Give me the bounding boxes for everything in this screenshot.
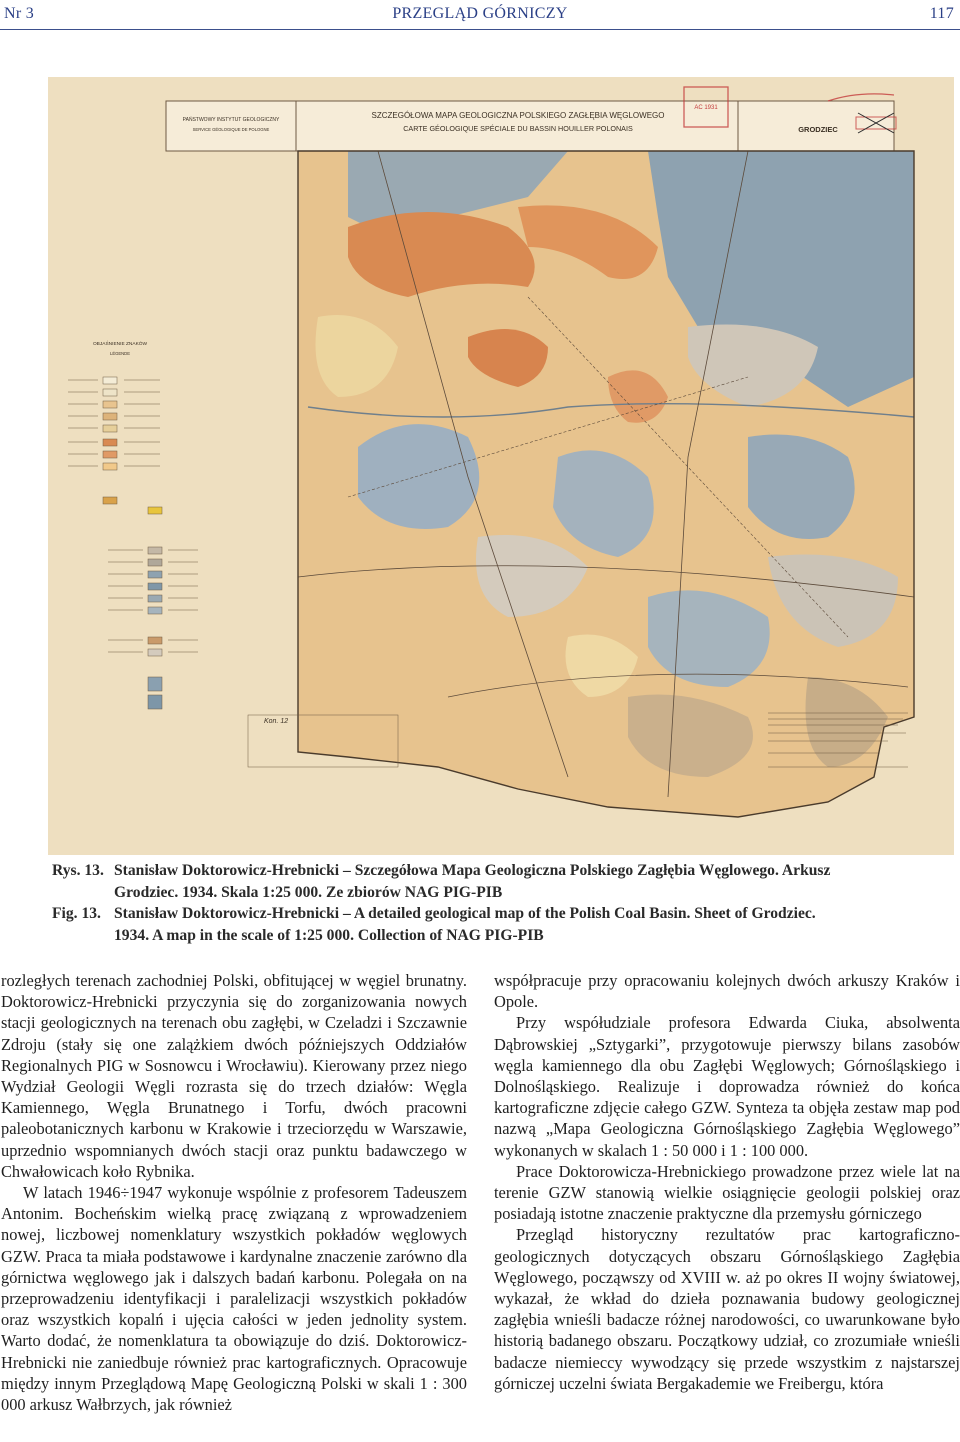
map-legend-heading: OBJAŚNIENIE ZNAKÓW xyxy=(92,342,148,347)
map-title-fr: CARTE GÉOLOGIQUE SPÉCIALE DU BASSIN HOUILLER POLONAIS xyxy=(403,124,633,133)
caption-pl-label: Rys. 13. xyxy=(52,862,104,879)
map-institute-title: PAŃSTWOWY INSTYTUT GEOLOGICZNY xyxy=(182,117,280,123)
figure-caption xyxy=(52,860,932,946)
caption-pl xyxy=(52,860,932,882)
caption-en-label: Fig. 13. xyxy=(52,905,101,922)
right-paragraph-2: Przy współudziale profesora Edwarda Ciuka, absolwenta Dąbrowskiej „Sztygarki”, przygotowuje pierwszy bilans zasobów węgla kamiennego dla obu Zagłębi Węglowych; Górnośląskiego i Dolnośląskiego. Realizuje i doprowadza również do końca kartograficzne zdjęcie całego GZW. Synteza ta objęła zestaw map pod nazwą „Mapa Geologiczna Górnośląskiego Zagłębia Węglowego” wykonanych w skalach 1 : 50 000 i 1 : 100 000. xyxy=(494,1013,960,1160)
running-header xyxy=(0,0,960,30)
map-institute-subtitle: SERVICE GÉOLOGIQUE DE POLOGNE xyxy=(192,127,270,132)
map-handwritten-note: Kon. 12 xyxy=(264,718,289,725)
left-paragraph-2: W latach 1946÷1947 wykonuje wspólnie z profesorem Tadeuszem Antonim. Bocheńskim wielką pracę związaną z wprowadzeniem nowej, liczbowej nomenklatury wszystkich pokładów węglowych GZW. Praca ta miała podstawowe i kardynalne znaczenie zarówno dla górnictwa węglowego jak i dalszych badań karbonu. Polegała on na przeprowadzeniu identyfikacji i paralelizacji wszystkich pokładów oraz wszystkich kopalń i ujęcia całości w jeden jednolity system. Warto dodać, że nomenklatura ta obowiązuje do dziś. Doktorowicz-Hrebnicki nie zaniedbuje również prac kartograficznych. Opracowuje między innym Przeglądową Mapę Geologiczną Polski w skali 1 : 300 000 arkusz Wałbrzych, jak również xyxy=(1,1183,467,1415)
right-paragraph-1: współpracuje przy opracowaniu kolejnych dwóch arkuszy Kraków i Opole. xyxy=(494,971,960,1012)
caption-en xyxy=(52,903,932,925)
geological-map-image xyxy=(48,77,954,855)
caption-pl-line1: Stanisław Doktorowicz-Hrebnicki – Szczegółowa Mapa Geologiczna Polskiego Zagłębia Węglowego. Arkusz xyxy=(114,862,831,879)
page-number: 117 xyxy=(929,5,954,22)
caption-en-line1: Stanisław Doktorowicz-Hrebnicki – A detailed geological map of the Polish Coal Basin. Sheet of Grodziec. xyxy=(114,905,816,922)
right-paragraph-4: Przegląd historyczny rezultatów prac kartograficzno-geologicznych dotyczących obszaru Górnośląskiego Zagłębia Węglowego, począwszy od XVIII w. aż po okres II wojny światowej, wykazał, że wkład do dzieła poznawania budowy geologicznej zagłębia wnieśli badacze różnej narodowości, co uwarunkowane było historią badanego obszaru. Początkowy udział, co zrozumiałe wnieśli badacze niemieccy wywodzący się przede wszystkim z najstarszej górniczej uczelni świata Bergakademie we Freibergu, która xyxy=(494,1225,960,1393)
left-paragraph-1: rozległych terenach zachodniej Polski, obfitującej w węgiel brunatny. Doktorowicz-Hrebnicki przyczynia się do zorganizowania nowych stacji geologicznych na terenach obu zagłębi, w Czeladzi i Szczawnie Zdroju (stały się one zalążkiem dwóch późniejszych Oddziałów Regionalnych PIG w Sosnowcu i Wrocławiu). Kierowany przez niego Wydział Geologii Węgli rozrasta się do trzech działów: Węgla Kamiennego, Węgla Brunatnego i Torfu, dwóch pracowni paleobotanicznych karbonu w Krakowie i trzeciorzędu w Warszawie, uprzednio wspomnianych dwóch stacji oraz punktu badawczego w Chwałowicach koło Rybnika. xyxy=(1,971,467,1181)
caption-en-line2: 1934. A map in the scale of 1:25 000. Collection of NAG PIG-PIB xyxy=(114,926,544,944)
right-paragraph-3: Prace Doktorowicza-Hrebnickiego prowadzone przez wiele lat na terenie GZW stanowią wielkie osiągnięcie geologii polskiej oraz posiadają istotne znaczenie praktyczne dla przemysłu górniczego xyxy=(494,1161,960,1224)
map-sheet-name: GRODZIEC xyxy=(798,125,838,134)
map-legend-subheading: LÉGENDE xyxy=(109,351,131,356)
map-stamp: AC 1931 xyxy=(694,105,718,111)
map-title-pl: SZCZEGÓŁOWA MAPA GEOLOGICZNA POLSKIEGO ZAGŁĘBIA WĘGLOWEGO xyxy=(371,111,665,120)
right-text-column xyxy=(494,970,960,1394)
caption-pl-line2: Grodziec. 1934. Skala 1:25 000. Ze zbiorów NAG PIG-PIB xyxy=(114,883,503,901)
geological-map-figure xyxy=(48,77,954,855)
left-text-column xyxy=(1,970,467,1415)
journal-title: PRZEGLĄD GÓRNICZY xyxy=(392,5,568,22)
issue-number: Nr 3 xyxy=(4,5,35,22)
